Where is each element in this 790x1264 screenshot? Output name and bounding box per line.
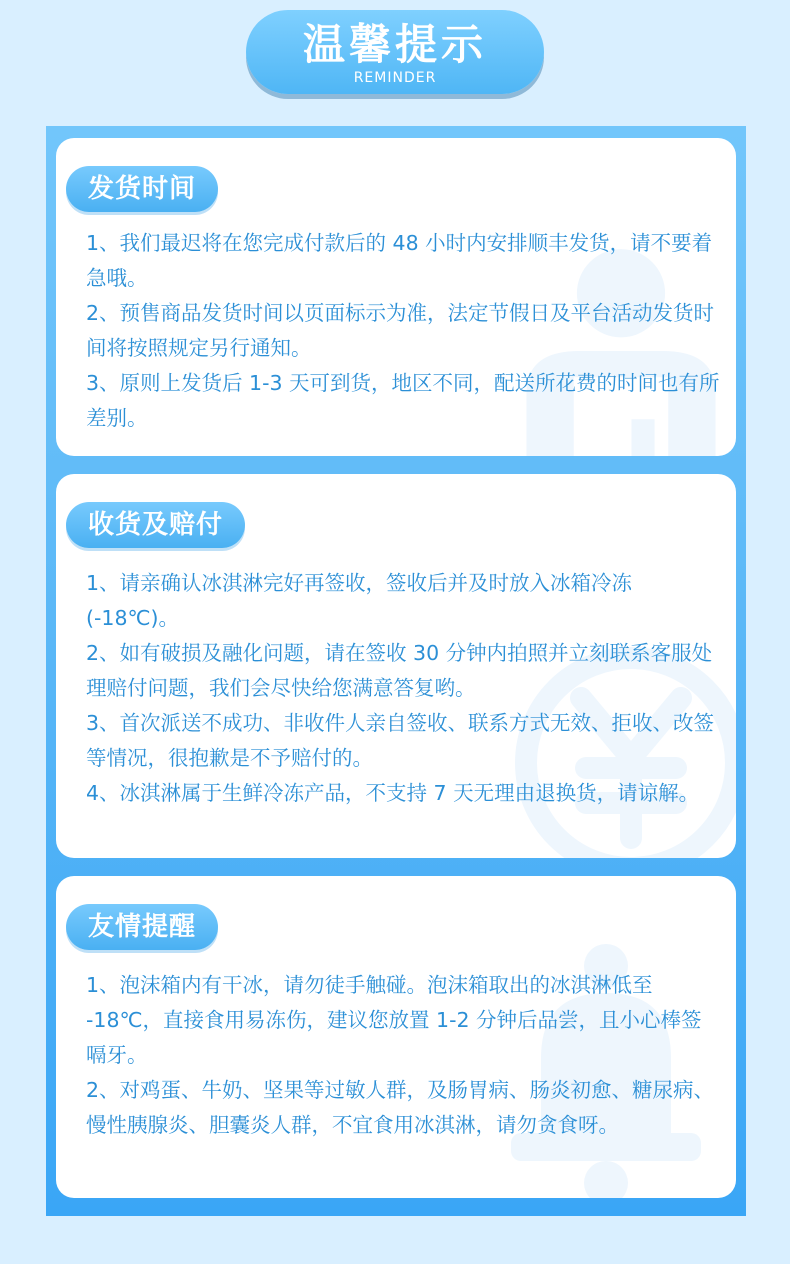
- shipping-content: [86, 226, 722, 436]
- shipping-time-card: [56, 138, 736, 456]
- section-title-receipt: 收货及赔付: [66, 502, 245, 548]
- receipt-item: 1、请亲确认冰淇淋完好再签收，签收后并及时放入冰箱冷冻(-18℃)。: [86, 571, 633, 630]
- reminder-header: [246, 10, 544, 94]
- section-title-shipping: 发货时间: [66, 166, 218, 212]
- shipping-item: 1、我们最迟将在您完成付款后的 48 小时内安排顺丰发货，请不要着急哦。: [86, 231, 713, 290]
- receipt-compensation-card: [56, 474, 736, 858]
- receipt-item: 3、首次派送不成功、非收件人亲自签收、联系方式无效、拒收、改签等情况，很抱歉是不予赔付的。: [86, 711, 715, 770]
- receipt-content: [86, 566, 722, 811]
- reminder-panel: [46, 126, 746, 1216]
- page-title: 温馨提示: [302, 20, 487, 69]
- shipping-item: 3、原则上发货后 1-3 天可到货，地区不同，配送所花费的时间也有所差别。: [86, 371, 720, 430]
- reminder-item: 1、泡沫箱内有干冰，请勿徒手触碰。泡沫箱取出的冰淇淋低至 -18℃，直接食用易冻伤，建议您放置 1-2 分钟后品尝，且小心棒签嗝牙。: [86, 973, 702, 1067]
- receipt-item: 4、冰淇淋属于生鲜冷冻产品，不支持 7 天无理由退换货，请谅解。: [86, 781, 700, 805]
- section-title-reminder: 友情提醒: [66, 904, 218, 950]
- reminder-item: 2、对鸡蛋、牛奶、坚果等过敏人群，及肠胃病、肠炎初愈、糖尿病、慢性胰腺炎、胆囊炎人群，不宜食用冰淇淋，请勿贪食呀。: [86, 1078, 715, 1137]
- reminder-content: [86, 968, 722, 1143]
- receipt-item: 2、如有破损及融化问题，请在签收 30 分钟内拍照并立刻联系客服处理赔付问题，我们会尽快给您满意答复哟。: [86, 641, 713, 700]
- shipping-item: 2、预售商品发货时间以页面标示为准，法定节假日及平台活动发货时间将按照规定另行通知。: [86, 301, 715, 360]
- page-subtitle: REMINDER: [353, 70, 437, 86]
- friendly-reminder-card: [56, 876, 736, 1198]
